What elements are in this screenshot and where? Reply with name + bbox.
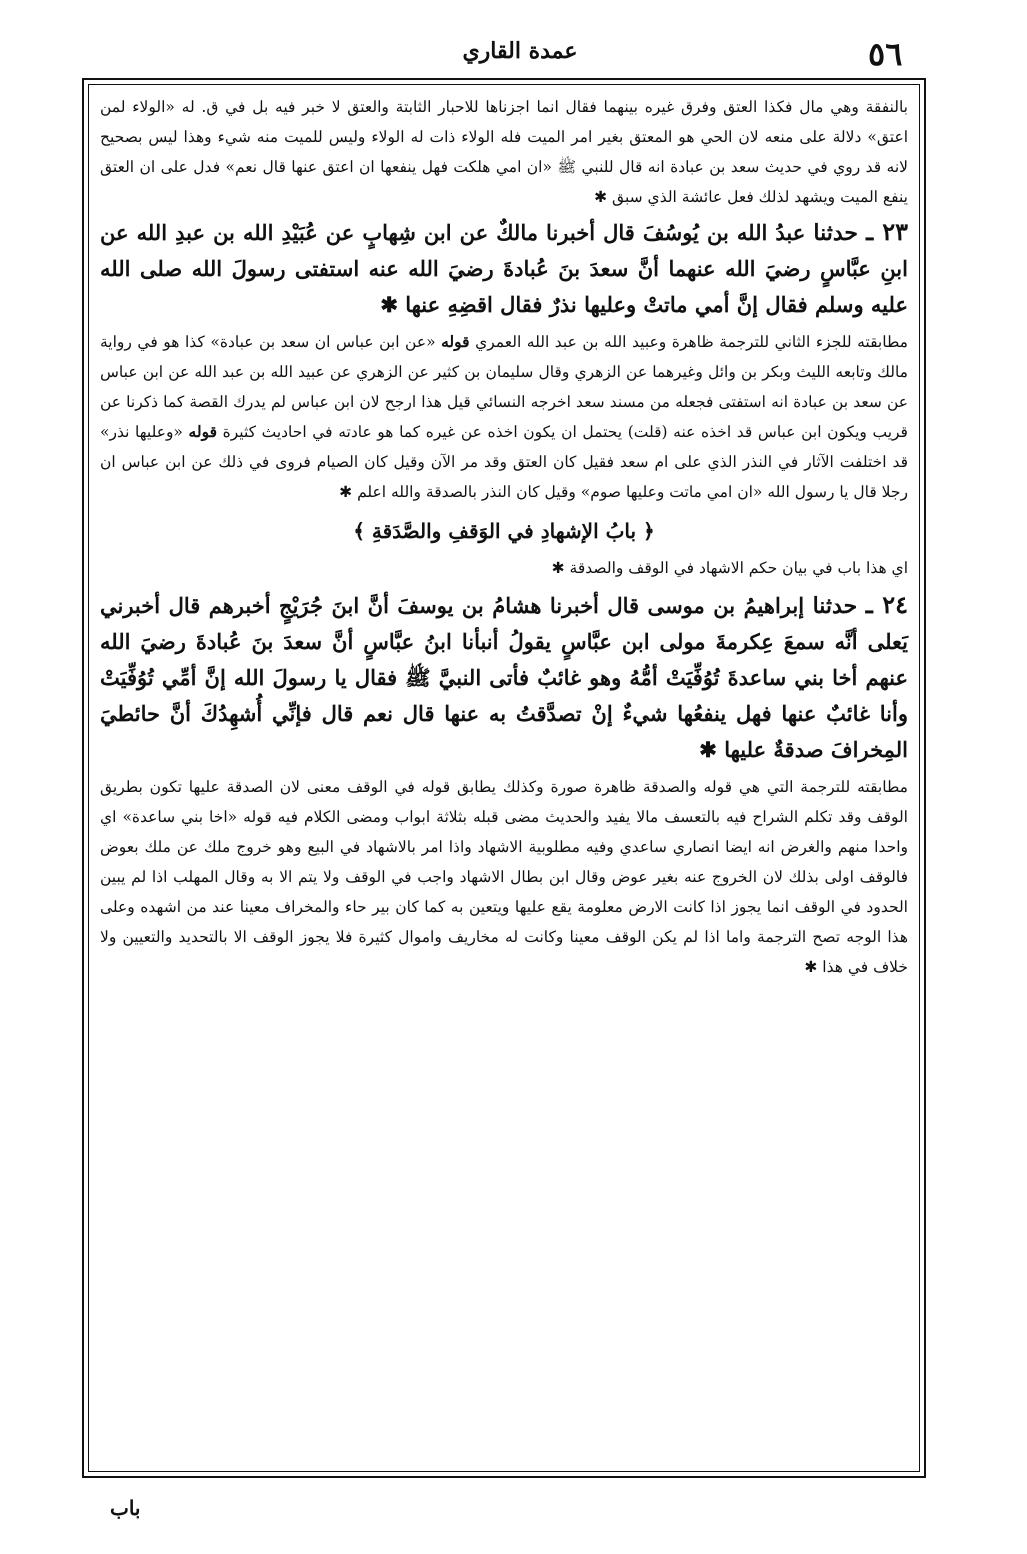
hadith-number: ٢٤ ـ bbox=[865, 590, 909, 619]
catchword: باب bbox=[110, 1496, 141, 1520]
commentary-text: مطابقته للجزء الثاني للترجمة ظاهرة وعبيد الله بن عبد الله العمري bbox=[475, 333, 908, 351]
page-content bbox=[100, 92, 908, 982]
commentary-paragraph-1: بالنفقة وهي مال فكذا العتق وفرق غيره بينهما فقال انما اجزناها للاحبار الثابتة والعتق لا خبر فيه بل في ق. له «الولاء لمن اعتق» دلالة على منعه لان الحي هو المعتق بغير امر الميت فله الولاء ذات له الولاء وليس للميت منه شيء وهذا ليس بصحيح لانه قد روي في حديث سعد بن عبادة انه قال للنبي ﷺ «ان امي هلكت فهل ينفعها ان اعتق عنها قال نعم» فدل على ان العتق ينفع الميت ويشهد لذلك فعل عائشة الذي سبق ✱ bbox=[100, 98, 908, 206]
haddathana-marker: حدثنا bbox=[813, 220, 858, 246]
commentary-paragraph-2 bbox=[100, 327, 908, 507]
hadith-24 bbox=[100, 587, 908, 768]
hadith-number: ٢٣ ـ bbox=[866, 217, 908, 246]
page-number: ٥٦ bbox=[868, 35, 903, 73]
commentary-text: «وعليها نذر» قد اختلفت الآثار في النذر الذي على ام سعد فقيل كان العتق وقد مر الآن وقيل كان الصيام فروى في ذلك عن ابن عباس ان رجلا قال يا رسول الله «ان امي ماتت وعليها صوم» وقيل كان النذر بالصدقة والله اعلم ✱ bbox=[100, 423, 908, 501]
chapter-heading: ﴿ بابُ الإشهادِ في الوَقفِ والصَّدَقةِ ﴾ bbox=[353, 519, 655, 543]
qawluh-marker: قوله bbox=[441, 332, 470, 351]
haddathana-marker: حدثنا bbox=[812, 593, 858, 619]
running-title: عمدة القاري bbox=[462, 38, 578, 64]
chapter-description: اي هذا باب في بيان حكم الاشهاد في الوقف والصدقة ✱ bbox=[551, 559, 908, 577]
hadith-text: إبراهيمُ بن موسى قال أخبرنا هشامُ بن يوسفَ أنَّ ابنَ جُرَيْجٍ أخبرهم قال أخبرني يَعلى أنَّه سمعَ عِكرمةَ مولى ابن عبَّاسٍ يقولُ أنبأنا ابنُ عبَّاسٍ أنَّ سعدَ بنَ عُبادةَ رضيَ الله عنهم أخا بني ساعدةَ تُوُفِّيَتْ أمُّهُ وهو غائبٌ فأتى النبيَّ ﷺ فقال يا رسولَ الله إنَّ أمِّي تُوُفِّيَتْ وأنا غائبٌ عنها فهل ينفعُها شيءٌ إنْ تصدَّقتُ به عنها قال نعم قال فإنِّي أُشهِدُكَ أنَّ حائطيَ المِخرافَ صدقةٌ عليها ✱ bbox=[100, 593, 908, 762]
commentary-text: «عن ابن عباس ان سعد بن عبادة» كذا هو في رواية مالك وتابعه الليث وبكر بن وائل وغيرهما عن الزهري وقال سليمان بن كثير عن الزهري عن عبيد الله بن عبد الله عن ابن عباس عن سعد بن عبادة انه استفتى فجعله من مسند سعد اخرجه النسائي قيل هذا ارجح لان ابن عباس لم يدرك القصة كما ذكرنا عن قريب ويكون ابن عباس قد اخذه عنه (قلت) يحتمل ان يكون اخذه عن غيره كما هو عادته في احاديث كثيرة bbox=[100, 333, 908, 441]
qawluh-marker: قوله bbox=[188, 422, 217, 441]
hadith-text: عبدُ الله بن يُوسُفَ قال أخبرنا مالكٌ عن ابن شِهابٍ عن عُبَيْدِ الله بن عبدِ الله عن ابنِ عبَّاسٍ رضيَ الله عنهما أنَّ سعدَ بنَ عُبادةَ رضيَ الله عنه استفتى رسولَ الله صلى الله عليه وسلم فقال إنَّ أمي ماتتْ وعليها نذرٌ فقال اقضِهِ عنها ✱ bbox=[100, 220, 908, 317]
commentary-paragraph-3: مطابقته للترجمة التي هي قوله والصدقة ظاهرة صورة وكذلك يطابق قوله في الوقف معنى لان الصدقة عليها تكون بطريق الوقف وقد تكلم الشراح فيه بالتعسف مالا يفيد والحديث مضى قبله بثلاثة ابواب ومضى الكلام فيه قوله «اخا بني ساعدة» اي واحدا منهم والغرض انه ايضا انصاري ساعدي وفيه مطلوبية الاشهاد واذا امر بالاشهاد في البيع وهو خروج ملك عن ملك بعوض فالوقف اولى بذلك لان الخروج عنه بغير عوض وقال ابن بطال الاشهاد واجب في الوقف ولا يتم الا به وقال المهلب اذا لم يبين الحدود في الوقف انما يجوز اذا كانت الارض معلومة يقع عليها ويتعين به كما كان بير حاء والمخراف معينا عند من اشهده وعلى هذا الوجه تصح الترجمة واما اذا لم يكن الوقف معينا وكانت له مخاريف واموال كثيرة فلا يجوز الوقف الا بالتحديد والتعيين ولا خلاف في هذا ✱ bbox=[100, 778, 908, 976]
hadith-23 bbox=[100, 214, 908, 323]
